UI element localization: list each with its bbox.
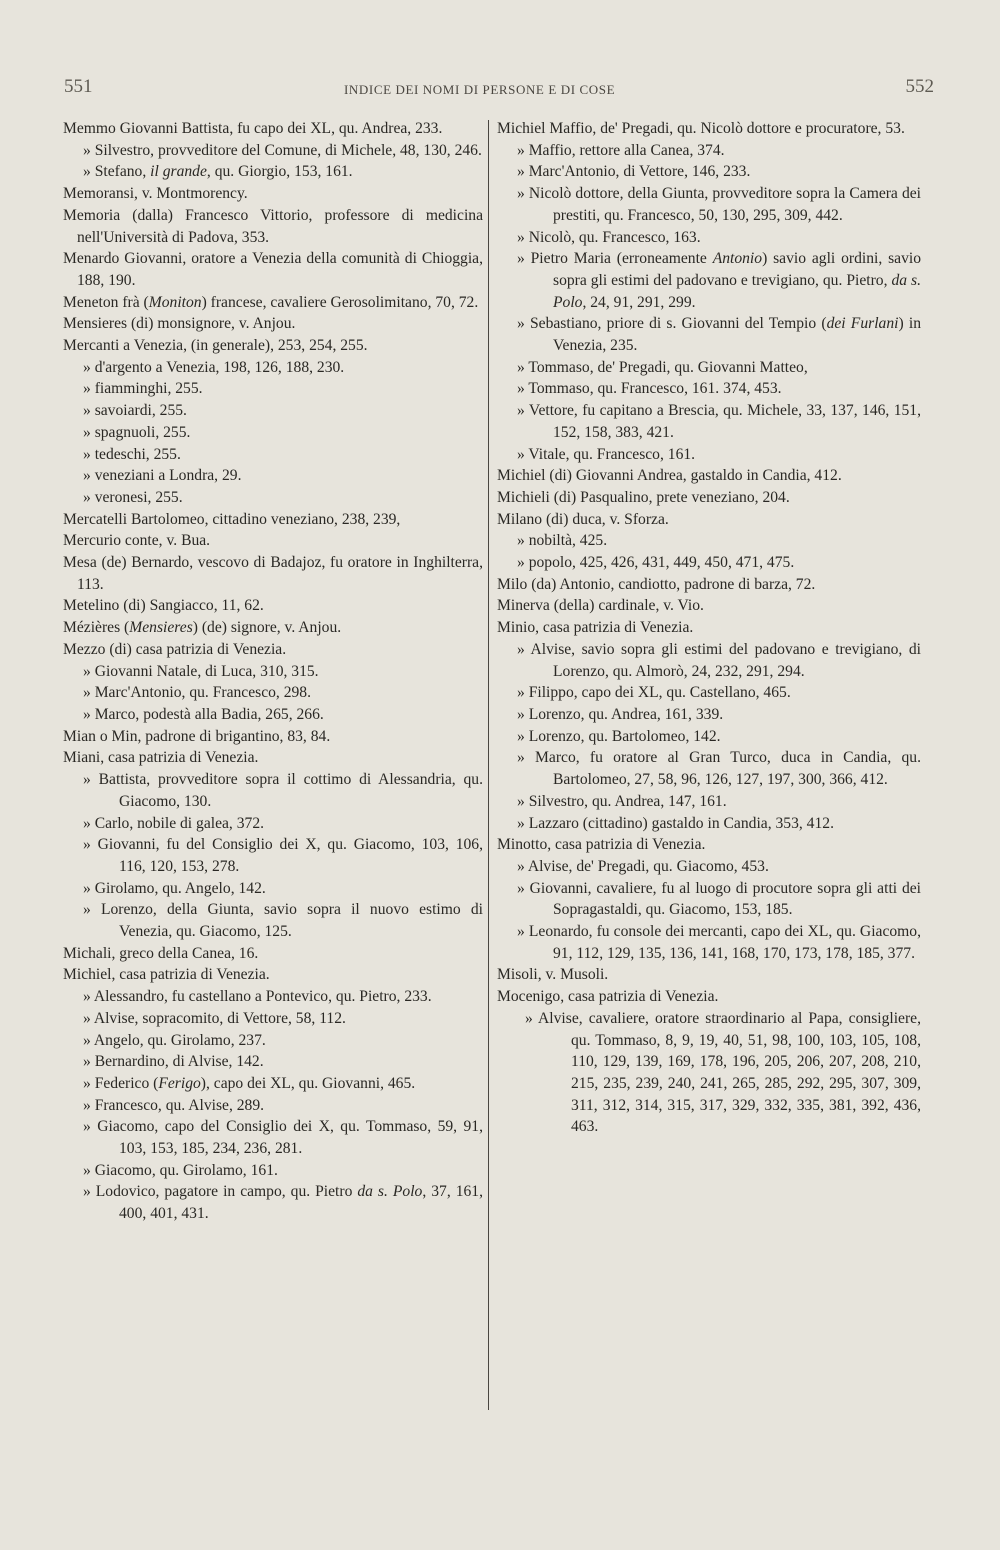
column-divider: [488, 120, 489, 1410]
index-entry: » Lorenzo, qu. Andrea, 161, 339.: [517, 705, 724, 723]
index-entry: » Silvestro, provveditore del Comune, di Michele, 48, 130, 246.: [83, 141, 482, 159]
index-entry: » Alvise, cavaliere, oratore straordinario al Papa, consigliere, qu. Tommaso, 8, 9, 19, 40, 51, 98, 100, 103, 105, 108, 110, 129, 139, 169, 178, 196, 205, 206, 207, 208, 210, 215, 235, 239, 240, 241, 265, 285, 292, 295, 307, 309, 311, 312, 314, 315, 317, 329, 332, 335, 381, 392, 436, 463.: [525, 1009, 921, 1136]
index-entry: » Stefano, il grande, qu. Giorgio, 153, 161.: [83, 163, 353, 181]
index-entry: Minerva (della) cardinale, v. Vio.: [497, 597, 704, 615]
index-entry: » Marco, fu oratore al Gran Turco, duca in Candia, qu. Bartolomeo, 27, 58, 96, 126, 127, 197, 300, 366, 412.: [517, 749, 921, 789]
index-entry: Meneton frà (Moniton) francese, cavaliere Gerosolimitano, 70, 72.: [63, 293, 479, 311]
index-entry: » Filippo, capo dei XL, qu. Castellano, 465.: [517, 684, 791, 702]
index-entry: » Tommaso, de' Pregadi, qu. Giovanni Matteo,: [517, 358, 808, 376]
index-entry: Mesa (de) Bernardo, vescovo di Badajoz, fu oratore in Inghilterra, 113.: [63, 554, 483, 593]
index-entry: » Vitale, qu. Francesco, 161.: [517, 445, 696, 463]
index-entry: Michieli (di) Pasqualino, prete veneziano, 204.: [497, 488, 790, 506]
index-entry: Milo (da) Antonio, candiotto, padrone di barza, 72.: [497, 575, 816, 593]
index-entry: » Nicolò dottore, della Giunta, provveditore sopra la Camera dei prestiti, qu. Francesco, 50, 130, 295, 309, 442.: [517, 185, 921, 224]
index-entry: Michiel, casa patrizia di Venezia.: [63, 966, 270, 984]
index-entry: » Giacomo, qu. Girolamo, 161.: [83, 1161, 278, 1179]
index-entry: Michiel (di) Giovanni Andrea, gastaldo in Candia, 412.: [497, 467, 842, 485]
index-entry: Michali, greco della Canea, 16.: [63, 944, 259, 962]
index-entry: » Alvise, de' Pregadi, qu. Giacomo, 453.: [517, 857, 769, 875]
index-entry: Misoli, v. Musoli.: [497, 966, 609, 984]
index-entry: » Giovanni, cavaliere, fu al luogo di procutore sopra gli atti dei Sopragastaldi, qu. Giacomo, 153, 185.: [517, 879, 921, 919]
index-entry: Menardo Giovanni, oratore a Venezia della comunità di Chioggia, 188, 190.: [63, 250, 483, 289]
index-entry: » fiamminghi, 255.: [83, 380, 203, 398]
index-entry: » Lodovico, pagatore in campo, qu. Pietro da s. Polo, 37, 161, 400, 401, 431.: [83, 1183, 483, 1223]
index-entry: Memoria (dalla) Francesco Vittorio, professore di medicina nell'Università di Padova, 353.: [63, 206, 483, 246]
index-entry: Michiel Maffio, de' Pregadi, qu. Nicolò dottore e procuratore, 53.: [497, 120, 905, 137]
index-entry: Minio, casa patrizia di Venezia.: [497, 619, 694, 637]
index-entry: » Lazzaro (cittadino) gastaldo in Candia, 353, 412.: [517, 814, 834, 832]
index-entry: » Sebastiano, priore di s. Giovanni del Tempio (dei Furlani) in Venezia, 235.: [517, 315, 921, 355]
page-number-left: 551: [64, 76, 93, 97]
page-number-right: 552: [905, 76, 934, 97]
index-entry: » Girolamo, qu. Angelo, 142.: [83, 879, 266, 897]
running-title: INDICE DEI NOMI DI PERSONE E DI COSE: [344, 82, 616, 97]
index-entry: Mensieres (di) monsignore, v. Anjou.: [63, 315, 296, 333]
index-entry: Memmo Giovanni Battista, fu capo dei XL, qu. Andrea, 233.: [63, 120, 443, 137]
index-entry: » Bernardino, di Alvise, 142.: [83, 1053, 264, 1071]
index-entry: Minotto, casa patrizia di Venezia.: [497, 836, 706, 854]
index-entry: » Giacomo, capo del Consiglio dei X, qu. Tommaso, 59, 91, 103, 153, 185, 234, 236, 281.: [83, 1118, 483, 1158]
index-entry: » Tommaso, qu. Francesco, 161. 374, 453.: [517, 380, 782, 398]
index-entry: Milano (di) duca, v. Sforza.: [497, 510, 669, 528]
index-entry: » Marc'Antonio, di Vettore, 146, 233.: [517, 163, 751, 181]
right-column: [497, 118, 921, 1138]
index-entry: Mercurio conte, v. Bua.: [63, 532, 211, 550]
index-entry: » Angelo, qu. Girolamo, 237.: [83, 1031, 266, 1049]
index-entry: » d'argento a Venezia, 198, 126, 188, 230.: [83, 358, 345, 376]
page-header: [64, 76, 934, 102]
index-entry: » Lorenzo, qu. Bartolomeo, 142.: [517, 727, 721, 745]
index-entry: » veneziani a Londra, 29.: [83, 467, 242, 485]
index-entry: » Giovanni, fu del Consiglio dei X, qu. Giacomo, 103, 106, 116, 120, 153, 278.: [83, 836, 483, 875]
index-entry: » savoiardi, 255.: [83, 402, 187, 420]
index-entry: » Battista, provveditore sopra il cottimo di Alessandria, qu. Giacomo, 130.: [83, 771, 483, 810]
index-entry: Mian o Min, padrone di brigantino, 83, 84.: [63, 727, 331, 745]
index-entry: Miani, casa patrizia di Venezia.: [63, 749, 259, 767]
index-entry: » Marco, podestà alla Badia, 265, 266.: [83, 705, 324, 723]
left-column: [63, 118, 483, 1225]
index-entry: » popolo, 425, 426, 431, 449, 450, 471, 475.: [517, 554, 795, 572]
index-entry: » Alvise, sopracomito, di Vettore, 58, 112.: [83, 1009, 346, 1027]
index-entry: » Alessandro, fu castellano a Pontevico, qu. Pietro, 233.: [83, 988, 432, 1006]
index-entry: » spagnuoli, 255.: [83, 423, 191, 441]
index-entry: » Carlo, nobile di galea, 372.: [83, 814, 265, 832]
index-entry: » Francesco, qu. Alvise, 289.: [83, 1096, 265, 1114]
index-entry: » Lorenzo, della Giunta, savio sopra il nuovo estimo di Venezia, qu. Giacomo, 125.: [83, 901, 483, 941]
index-entry: Mocenigo, casa patrizia di Venezia.: [497, 988, 719, 1006]
index-entry: » Maffio, rettore alla Canea, 374.: [517, 141, 725, 159]
index-entry: Metelino (di) Sangiacco, 11, 62.: [63, 597, 264, 615]
index-entry: Memoransi, v. Montmorency.: [63, 185, 248, 203]
index-entry: » Alvise, savio sopra gli estimi del padovano e trevigiano, di Lorenzo, qu. Almorò, 24, 232, 291, 294.: [517, 640, 921, 680]
index-entry: » nobiltà, 425.: [517, 532, 608, 550]
index-entry: » veronesi, 255.: [83, 488, 183, 506]
index-entry: » Pietro Maria (erroneamente Antonio) savio agli ordini, savio sopra gli estimi del padovano e trevigiano, qu. Pietro, da s. Polo, 24, 91, 291, 299.: [517, 250, 922, 311]
index-entry: » tedeschi, 255.: [83, 445, 181, 463]
index-entry: » Giovanni Natale, di Luca, 310, 315.: [83, 662, 319, 680]
index-entry: » Silvestro, qu. Andrea, 147, 161.: [517, 792, 727, 810]
index-entry: Mercatelli Bartolomeo, cittadino veneziano, 238, 239,: [63, 510, 401, 528]
index-entry: Mézières (Mensieres) (de) signore, v. Anjou.: [63, 619, 342, 637]
index-entry: Mercanti a Venezia, (in generale), 253, 254, 255.: [63, 337, 368, 355]
index-entry: » Marc'Antonio, qu. Francesco, 298.: [83, 684, 312, 702]
index-entry: » Nicolò, qu. Francesco, 163.: [517, 228, 701, 246]
index-entry: Mezzo (di) casa patrizia di Venezia.: [63, 640, 287, 658]
index-entry: » Leonardo, fu console dei mercanti, capo dei XL, qu. Giacomo, 91, 112, 129, 135, 136, 141, 168, 170, 173, 178, 185, 377.: [517, 923, 921, 962]
index-entry: » Federico (Ferigo), capo dei XL, qu. Giovanni, 465.: [83, 1074, 416, 1092]
index-entry: » Vettore, fu capitano a Brescia, qu. Michele, 33, 137, 146, 151, 152, 158, 383, 421.: [517, 402, 921, 441]
